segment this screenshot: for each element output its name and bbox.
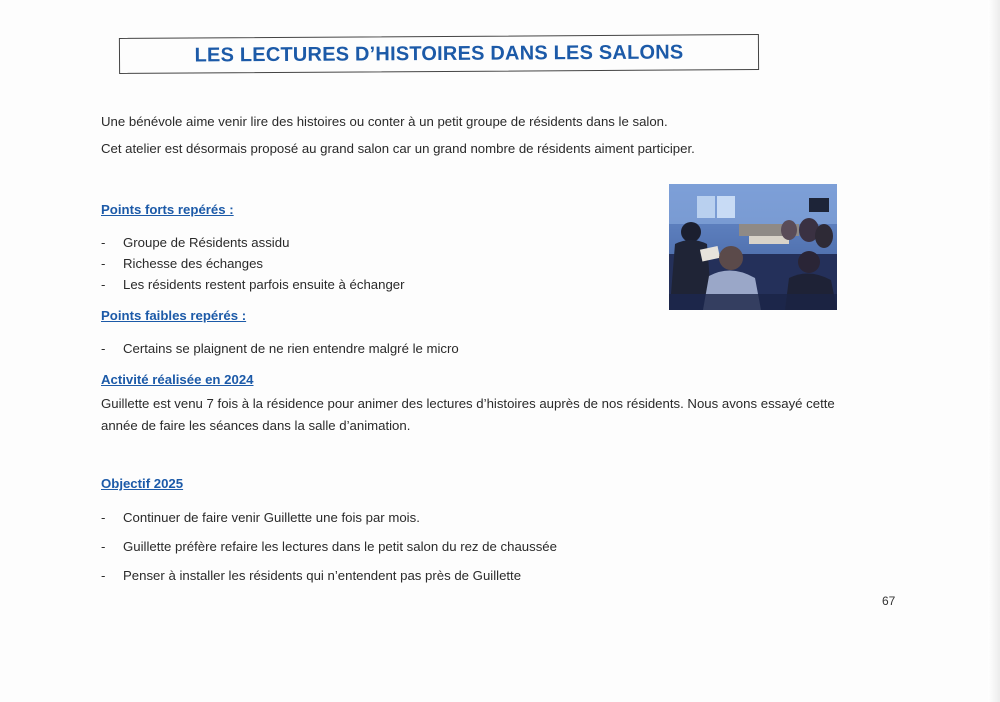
page-number: 67	[882, 594, 896, 608]
list-item: - Guillette préfère refaire les lectures dans le petit salon du rez de chaussée	[101, 532, 557, 561]
bullet-dash: -	[101, 568, 106, 583]
list-item: - Certains se plaignent de ne rien entendre malgré le micro	[101, 338, 459, 359]
list-item: - Groupe de Résidents assidu	[101, 232, 405, 253]
bullet-dash: -	[101, 235, 106, 250]
intro-paragraph-2: Cet atelier est désormais proposé au grand salon car un grand nombre de résidents aiment participer.	[101, 141, 695, 156]
weaknesses-list	[101, 338, 459, 359]
list-item: - Richesse des échanges	[101, 253, 405, 274]
intro-paragraph-1: Une bénévole aime venir lire des histoires ou conter à un petit groupe de résidents dans le salon.	[101, 114, 668, 129]
strengths-list	[101, 232, 405, 295]
activity-line-2: année de faire les séances dans la salle d’animation.	[101, 418, 411, 433]
list-item: - Les résidents restent parfois ensuite à échanger	[101, 274, 405, 295]
activity-heading: Activité réalisée en 2024	[101, 372, 254, 387]
weaknesses-heading: Points faibles repérés :	[101, 308, 247, 323]
objective-heading: Objectif 2025	[101, 476, 184, 491]
bullet-dash: -	[101, 510, 106, 525]
objective-list	[101, 503, 557, 590]
reading-session-photo	[669, 184, 837, 310]
strengths-heading: Points forts repérés :	[101, 202, 234, 217]
photo-illustration	[669, 184, 837, 310]
activity-line-1: Guillette est venu 7 fois à la résidence pour animer des lectures d’histoires auprès de nos résidents. Nous avons essayé cette	[101, 396, 835, 411]
list-item: - Penser à installer les résidents qui n’entendent pas près de Guillette	[101, 561, 557, 590]
bullet-dash: -	[101, 341, 106, 356]
bullet-dash: -	[101, 256, 106, 271]
bullet-dash: -	[101, 539, 106, 554]
scan-edge	[988, 0, 1000, 702]
bullet-dash: -	[101, 277, 106, 292]
list-item: - Continuer de faire venir Guillette une fois par mois.	[101, 503, 557, 532]
title-box	[119, 34, 759, 74]
page-title: LES LECTURES D’HISTOIRES DANS LES SALONS	[194, 41, 684, 66]
